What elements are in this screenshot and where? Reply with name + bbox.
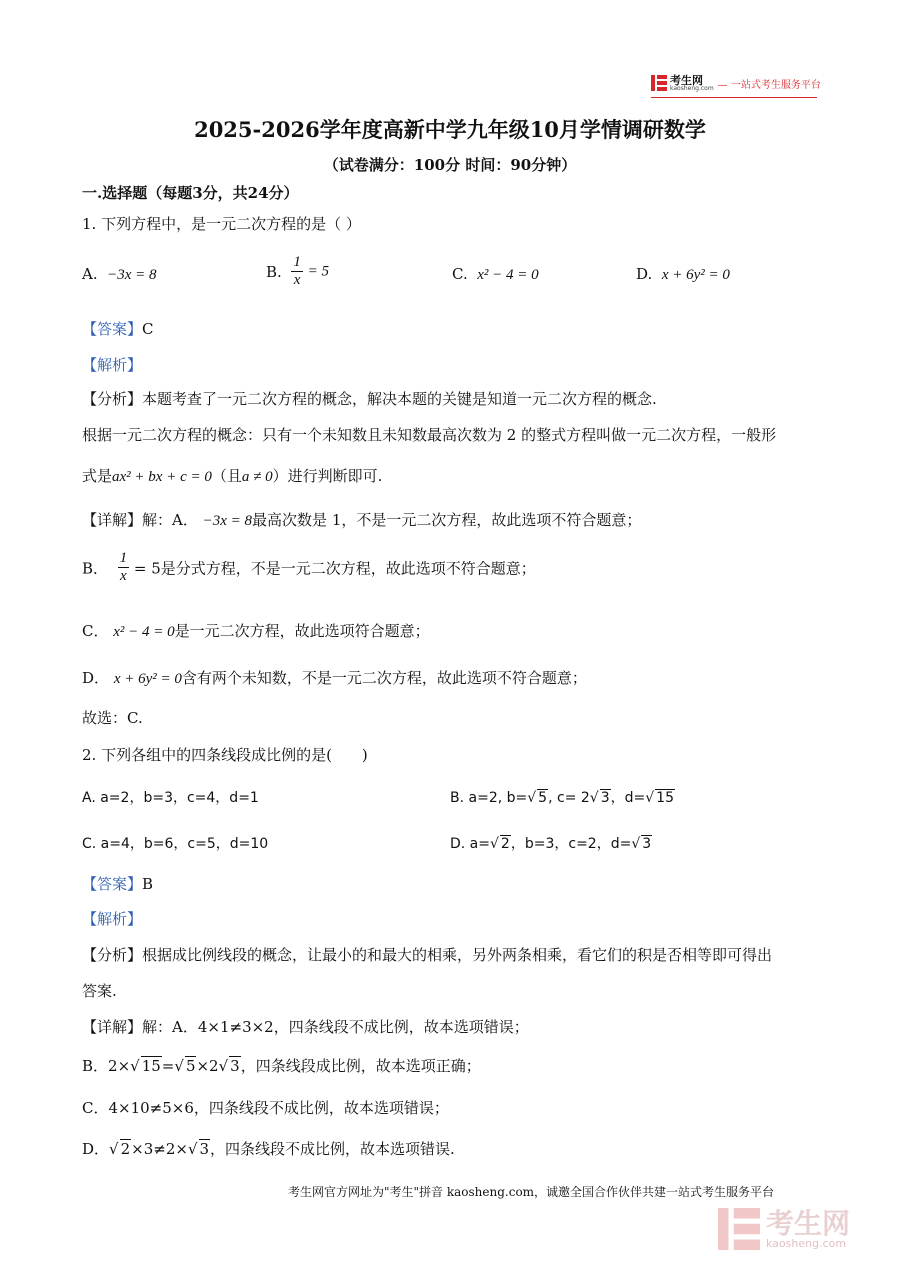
q1-concept-line1: 根据一元二次方程的概念：只有一个未知数且未知数最高次数为 2 的整式方程叫做一元二次方程，一般形 — [82, 426, 777, 444]
page-title: 2025-2026学年度高新中学九年级10月学情调研数学 — [194, 117, 706, 142]
footer-text: 考生网官方网址为"考生"拼音 kaosheng.com，诚邀全国合作伙伴共建一站式考生服务平台 — [288, 1185, 775, 1199]
page-subtitle: （试卷满分：100分 时间：90分钟） — [323, 156, 577, 174]
q1-option-d: D. x + 6y² = 0 — [636, 265, 730, 283]
brand-tagline: — 一站式考生服务平台 — [717, 79, 821, 91]
q1-option-c: C. x² − 4 = 0 — [452, 265, 539, 283]
brand-logo — [651, 74, 821, 92]
watermark-sub: kaosheng.com — [766, 1236, 847, 1250]
logo-sub: kaosheng.com — [670, 84, 714, 92]
q1-detail-d: D． x + 6y² = 0含有两个未知数，不是一元二次方程，故此选项不符合题意； — [82, 669, 587, 687]
q2-option-b: B. a=2, b=√ 5, c= 2√ 3，d=√ 15 — [450, 790, 674, 806]
q1-detail-b: B． $\frac{1}{x}$ = 5是分式方程，不是一元二次方程，故此选项不符合题意； — [82, 550, 536, 585]
watermark — [718, 1208, 850, 1250]
section-heading: 一.选择题（每题3分，共24分） — [82, 184, 299, 202]
watermark-logo-icon — [718, 1208, 760, 1250]
q2-fenxi-line1: 【分析】根据成比例线段的概念，让最小的和最大的相乘，另外两条相乘，看它们的积是否相等即可得出 — [82, 946, 773, 964]
q2-detail-c: C．4×10≠5×6，四条线段不成比例，故本选项错误； — [82, 1099, 449, 1117]
q1-fenxi: 【分析】本题考查了一元二次方程的概念，解决本题的关键是知道一元二次方程的概念. — [82, 390, 657, 408]
q2-stem: 2. 下列各组中的四条线段成比例的是( ) — [82, 746, 368, 764]
q1-analysis-tag: 【解析】 — [82, 356, 143, 374]
q2-detail-b: B．2×√ 15=√ 5×2√ 3，四条线段成比例，故本选项正确； — [82, 1057, 481, 1075]
q1-concept-line2: 式是ax² + bx + c = 0（且a ≠ 0）进行判断即可. — [82, 467, 383, 485]
q1-choose: 故选：C. — [82, 709, 143, 727]
q1-detail-a: 【详解】解：A． −3x = 8最高次数是 1，不是一元二次方程，故此选项不符合题意； — [82, 511, 642, 529]
header-rule — [651, 97, 817, 98]
q2-option-a: A. a=2，b=3，c=4，d=1 — [82, 790, 259, 806]
logo-text: 考生网 — [670, 73, 703, 87]
q1-stem: 1. 下列方程中，是一元二次方程的是（ ） — [82, 215, 361, 233]
watermark-text: 考生网 — [766, 1206, 851, 1240]
q1-answer: 【答案】C — [82, 320, 154, 338]
q2-fenxi-line2: 答案. — [82, 982, 117, 1000]
q1-option-a: A. −3x = 8 — [82, 265, 157, 283]
q2-analysis-tag: 【解析】 — [82, 910, 143, 928]
q1-option-b: B. $\frac{1}{x}$ = 5 — [266, 254, 329, 289]
kaosheng-logo-icon — [651, 75, 667, 91]
q2-option-c: C. a=4，b=6，c=5，d=10 — [82, 836, 269, 852]
q2-detail-d: D．√ 2×3≠2×√ 3，四条线段不成比例，故本选项错误. — [82, 1140, 455, 1158]
q2-answer: 【答案】B — [82, 875, 154, 893]
q2-option-d: D. a=√ 2，b=3，c=2，d=√ 3 — [450, 836, 652, 852]
q1-detail-c: C． x² − 4 = 0是一元二次方程，故此选项符合题意； — [82, 622, 430, 640]
q2-detail-a: 【详解】解：A．4×1≠3×2，四条线段不成比例，故本选项错误； — [82, 1018, 529, 1036]
